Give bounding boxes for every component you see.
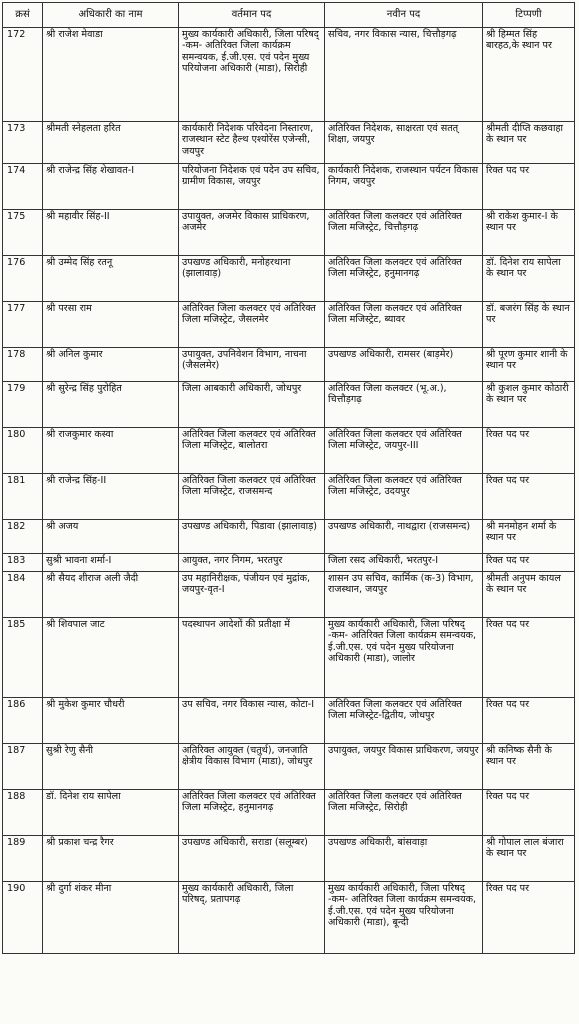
cell-officer-name: श्री शिवपाल जाट (43, 618, 179, 698)
table-row (3, 28, 575, 122)
cell-new-post: अतिरिक्त जिला कलक्टर एवं अतिरिक्त जिला मजिस्ट्रेट, चित्तौड़गढ़ (325, 210, 483, 256)
cell-remark: श्रीमती अनुपम कायल के स्थान पर (483, 572, 575, 618)
cell-officer-name: श्री परसा राम (43, 302, 179, 348)
cell-remark: श्री कुशल कुमार कोठारी के स्थान पर (483, 382, 575, 428)
cell-serial: 177 (3, 302, 43, 348)
cell-officer-name: श्रीमती स्नेहलता हरित (43, 122, 179, 164)
cell-current-post: परियोजना निदेशक एवं पदेन उप सचिव, ग्रामीण विकास, जयपुर (179, 164, 325, 210)
cell-serial: 176 (3, 256, 43, 302)
cell-new-post: उपायुक्त, जयपुर विकास प्राधिकरण, जयपुर (325, 744, 483, 790)
cell-new-post: उपखण्ड अधिकारी, नाथद्वारा (राजसमन्द) (325, 520, 483, 554)
cell-current-post: पदस्थापन आदेशों की प्रतीक्षा में (179, 618, 325, 698)
cell-current-post: उपखण्ड अधिकारी, मनोहरथाना (झालावाड़) (179, 256, 325, 302)
cell-new-post: अतिरिक्त जिला कलक्टर (भू.अ.), चित्तौड़गढ़ (325, 382, 483, 428)
table-row (3, 572, 575, 618)
cell-new-post: मुख्य कार्यकारी अधिकारी, जिला परिषद् -कम- अतिरिक्त जिला कार्यक्रम समन्वयक, ई.जी.एस. एवं पदेन मुख्य परियोजना अधिकारी (माडा), जालोर (325, 618, 483, 698)
cell-serial: 174 (3, 164, 43, 210)
table-row (3, 882, 575, 954)
table-header-row (3, 3, 575, 28)
cell-remark: रिक्त पद पर (483, 164, 575, 210)
cell-remark: श्री गोपाल लाल बंजारा के स्थान पर (483, 836, 575, 882)
cell-new-post: अतिरिक्त जिला कलक्टर एवं अतिरिक्त जिला मजिस्ट्रेट, हनुमानगढ़ (325, 256, 483, 302)
cell-current-post: मुख्य कार्यकारी अधिकारी, जिला परिषद् -कम- अतिरिक्त जिला कार्यक्रम समन्वयक, ई.जी.एस. एवं पदेन मुख्य परियोजना अधिकारी (माडा), सिरोही (179, 28, 325, 122)
cell-new-post: सचिव, नगर विकास न्यास, चित्तौड़गढ़ (325, 28, 483, 122)
header-current-post: वर्तमान पद (179, 3, 325, 28)
table-row (3, 618, 575, 698)
cell-remark: श्री मनमोहन शर्मा के स्थान पर (483, 520, 575, 554)
cell-officer-name: श्री मुकेश कुमार चौधरी (43, 698, 179, 744)
cell-current-post: उपखण्ड अधिकारी, पिडावा (झालावाड़) (179, 520, 325, 554)
cell-current-post: अतिरिक्त जिला कलक्टर एवं अतिरिक्त जिला मजिस्ट्रेट, जैसलमेर (179, 302, 325, 348)
cell-remark: श्री पूरण कुमार शानी के स्थान पर (483, 348, 575, 382)
cell-new-post: अतिरिक्त जिला कलक्टर एवं अतिरिक्त जिला मजिस्ट्रेट, सिरोही (325, 790, 483, 836)
table-row (3, 256, 575, 302)
cell-serial: 184 (3, 572, 43, 618)
cell-current-post: उप सचिव, नगर विकास न्यास, कोटा-I (179, 698, 325, 744)
table-row (3, 428, 575, 474)
table-row (3, 698, 575, 744)
cell-new-post: शासन उप सचिव, कार्मिक (क-3) विभाग, राजस्थान, जयपुर (325, 572, 483, 618)
cell-new-post: अतिरिक्त निदेशक, साक्षरता एवं सतत् शिक्षा, जयपुर (325, 122, 483, 164)
cell-serial: 175 (3, 210, 43, 256)
cell-remark: श्री हिम्मत सिंह बारहठ,के स्थान पर (483, 28, 575, 122)
header-new-post: नवीन पद (325, 3, 483, 28)
table-row (3, 520, 575, 554)
cell-new-post: कार्यकारी निदेशक, राजस्थान पर्यटन विकास निगम, जयपुर (325, 164, 483, 210)
cell-remark: डॉ. बजरंग सिंह के स्थान पर (483, 302, 575, 348)
table-row (3, 164, 575, 210)
header-remark: टिप्पणी (483, 3, 575, 28)
cell-new-post: अतिरिक्त जिला कलक्टर एवं अतिरिक्त जिला मजिस्ट्रेट, ब्यावर (325, 302, 483, 348)
cell-current-post: अतिरिक्त जिला कलक्टर एवं अतिरिक्त जिला मजिस्ट्रेट, बालोतरा (179, 428, 325, 474)
cell-serial: 183 (3, 554, 43, 572)
cell-remark: श्रीमती दीप्ति कछवाहा के स्थान पर (483, 122, 575, 164)
cell-officer-name: श्री दुर्गा शंकर मीना (43, 882, 179, 954)
cell-officer-name: श्री राजेश मेवाडा (43, 28, 179, 122)
cell-remark: डॉ. दिनेश राय सापेला के स्थान पर (483, 256, 575, 302)
cell-serial: 190 (3, 882, 43, 954)
cell-serial: 179 (3, 382, 43, 428)
cell-new-post: उपखण्ड अधिकारी, बांसवाड़ा (325, 836, 483, 882)
cell-current-post: अतिरिक्त जिला कलक्टर एवं अतिरिक्त जिला मजिस्ट्रेट, राजसमन्द (179, 474, 325, 520)
cell-new-post: मुख्य कार्यकारी अधिकारी, जिला परिषद् -कम- अतिरिक्त जिला कार्यक्रम समन्वयक, ई.जी.एस. एवं पदेन मुख्य परियोजना अधिकारी (माडा), बून्दी (325, 882, 483, 954)
cell-officer-name: सुश्री भावना शर्मा-I (43, 554, 179, 572)
cell-serial: 172 (3, 28, 43, 122)
cell-new-post: अतिरिक्त जिला कलक्टर एवं अतिरिक्त जिला मजिस्ट्रेट-द्वितीय, जोधपुर (325, 698, 483, 744)
table-row (3, 348, 575, 382)
cell-officer-name: श्री सुरेन्द्र सिंह पुरोहित (43, 382, 179, 428)
table-row (3, 210, 575, 256)
cell-current-post: अतिरिक्त जिला कलक्टर एवं अतिरिक्त जिला मजिस्ट्रेट, हनुमानगढ़ (179, 790, 325, 836)
cell-serial: 185 (3, 618, 43, 698)
cell-new-post: अतिरिक्त जिला कलक्टर एवं अतिरिक्त जिला मजिस्ट्रेट, जयपुर-III (325, 428, 483, 474)
cell-officer-name: श्री अनिल कुमार (43, 348, 179, 382)
cell-remark: रिक्त पद पर (483, 882, 575, 954)
table-row (3, 474, 575, 520)
cell-current-post: उपखण्ड अधिकारी, सराडा (सलूम्बर) (179, 836, 325, 882)
cell-current-post: उप महानिरीक्षक, पंजीयन एवं मुद्रांक, जयपुर-वृत-I (179, 572, 325, 618)
table-row (3, 790, 575, 836)
cell-officer-name: श्री राजकुमार कस्वा (43, 428, 179, 474)
cell-officer-name: डॉ. दिनेश राय सापेला (43, 790, 179, 836)
cell-current-post: उपायुक्त, अजमेर विकास प्राधिकरण, अजमेर (179, 210, 325, 256)
cell-officer-name: श्री प्रकाश चन्द्र रैगर (43, 836, 179, 882)
cell-officer-name: सुश्री रेणु सैनी (43, 744, 179, 790)
table-row (3, 302, 575, 348)
cell-current-post: उपायुक्त, उपनिवेशन विभाग, नाचना (जैसलमेर) (179, 348, 325, 382)
cell-serial: 182 (3, 520, 43, 554)
cell-remark: रिक्त पद पर (483, 698, 575, 744)
cell-remark: श्री राकेश कुमार-I के स्थान पर (483, 210, 575, 256)
cell-remark: रिक्त पद पर (483, 428, 575, 474)
cell-new-post: अतिरिक्त जिला कलक्टर एवं अतिरिक्त जिला मजिस्ट्रेट, उदयपुर (325, 474, 483, 520)
table-row (3, 554, 575, 572)
cell-new-post: जिला रसद अधिकारी, भरतपुर-I (325, 554, 483, 572)
cell-current-post: मुख्य कार्यकारी अधिकारी, जिला परिषद्, प्रतापगढ़ (179, 882, 325, 954)
table-row (3, 122, 575, 164)
cell-remark: श्री कनिष्क सैनी के स्थान पर (483, 744, 575, 790)
cell-officer-name: श्री सैयद शीराज अली जैदी (43, 572, 179, 618)
transfer-table (2, 2, 575, 954)
cell-serial: 173 (3, 122, 43, 164)
cell-remark: रिक्त पद पर (483, 474, 575, 520)
cell-serial: 181 (3, 474, 43, 520)
cell-current-post: आयुक्त, नगर निगम, भरतपुर (179, 554, 325, 572)
table-row (3, 836, 575, 882)
cell-serial: 180 (3, 428, 43, 474)
cell-current-post: अतिरिक्त आयुक्त (चतुर्थ), जनजाति क्षेत्रीय विकास विभाग (माडा), जोधपुर (179, 744, 325, 790)
cell-serial: 187 (3, 744, 43, 790)
table-row (3, 382, 575, 428)
cell-serial: 189 (3, 836, 43, 882)
cell-officer-name: श्री राजेन्द्र सिंह शेखावत-I (43, 164, 179, 210)
cell-current-post: जिला आबकारी अधिकारी, जोधपुर (179, 382, 325, 428)
cell-remark: रिक्त पद पर (483, 790, 575, 836)
cell-officer-name: श्री महावीर सिंह-II (43, 210, 179, 256)
cell-remark: रिक्त पद पर (483, 618, 575, 698)
cell-serial: 186 (3, 698, 43, 744)
cell-officer-name: श्री उम्मेद सिंह रतनू (43, 256, 179, 302)
header-serial: क्रसं (3, 3, 43, 28)
cell-officer-name: श्री राजेन्द्र सिंह-II (43, 474, 179, 520)
table-row (3, 744, 575, 790)
cell-remark: रिक्त पद पर (483, 554, 575, 572)
cell-current-post: कार्यकारी निदेशक परिवेदना निस्तारण, राजस्थान स्टेट हैल्थ एश्योरेंस एजेन्सी, जयपुर (179, 122, 325, 164)
cell-officer-name: श्री अजय (43, 520, 179, 554)
cell-new-post: उपखण्ड अधिकारी, रामसर (बाड़मेर) (325, 348, 483, 382)
cell-serial: 188 (3, 790, 43, 836)
cell-serial: 178 (3, 348, 43, 382)
header-officer-name: अधिकारी का नाम (43, 3, 179, 28)
